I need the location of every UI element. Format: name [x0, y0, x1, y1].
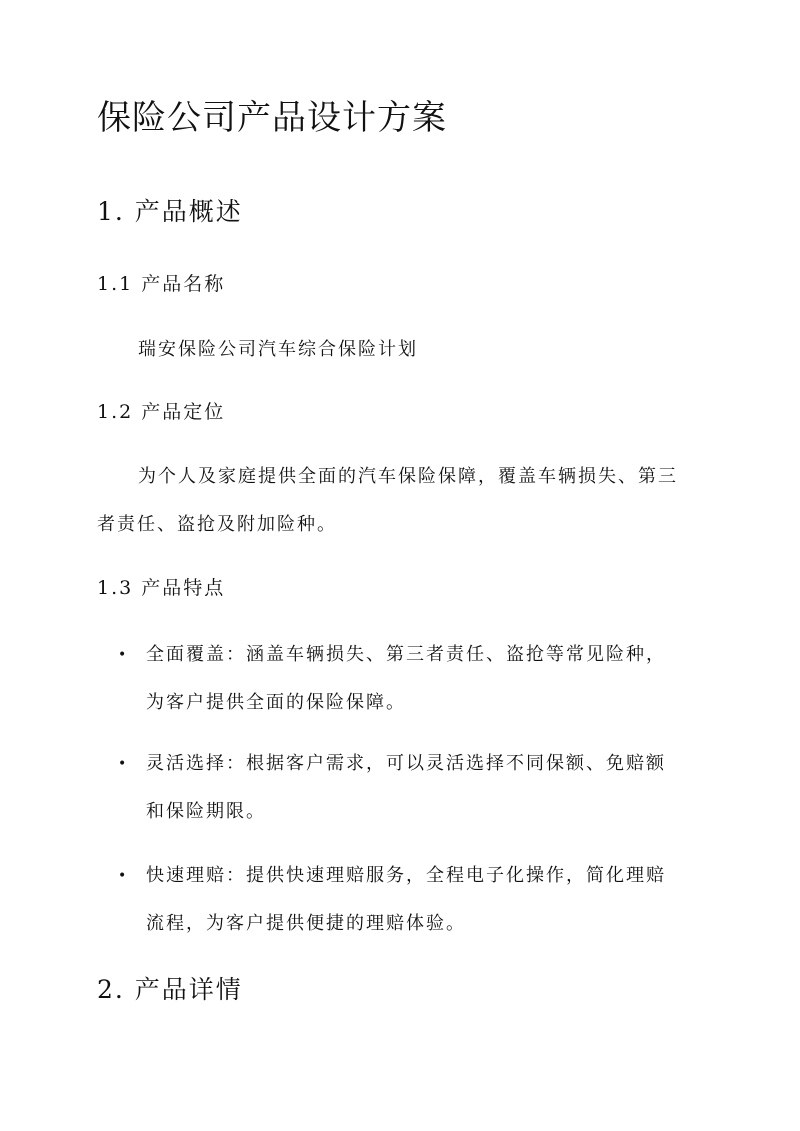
feature-3-line-1: 快速理赔：提供快速理赔服务，全程电子化操作，简化理赔	[146, 865, 666, 886]
section-1-1-heading: 1.1 产品名称	[97, 273, 226, 295]
bullet-icon: •	[118, 647, 127, 663]
section-2-heading: 2. 产品详情	[97, 975, 243, 1004]
feature-1-line-2: 为客户提供全面的保险保障。	[146, 692, 406, 713]
document-title: 保险公司产品设计方案	[97, 98, 447, 138]
positioning-text-line-1: 为个人及家庭提供全面的汽车保险保障，覆盖车辆损失、第三	[138, 466, 678, 487]
positioning-text-line-2: 者责任、盗抢及附加险种。	[97, 514, 337, 535]
section-1-2-heading: 1.2 产品定位	[97, 401, 226, 423]
bullet-icon: •	[118, 868, 127, 884]
feature-2-line-2: 和保险期限。	[146, 801, 266, 822]
section-1-heading: 1. 产品概述	[97, 197, 243, 226]
feature-1-line-1: 全面覆盖：涵盖车辆损失、第三者责任、盗抢等常见险种，	[146, 644, 666, 665]
feature-2-line-1: 灵活选择：根据客户需求，可以灵活选择不同保额、免赔额	[146, 753, 666, 774]
section-1-3-heading: 1.3 产品特点	[97, 577, 226, 599]
product-name-text: 瑞安保险公司汽车综合保险计划	[138, 339, 418, 360]
feature-3-line-2: 流程，为客户提供便捷的理赔体验。	[146, 913, 466, 934]
bullet-icon: •	[118, 756, 127, 772]
